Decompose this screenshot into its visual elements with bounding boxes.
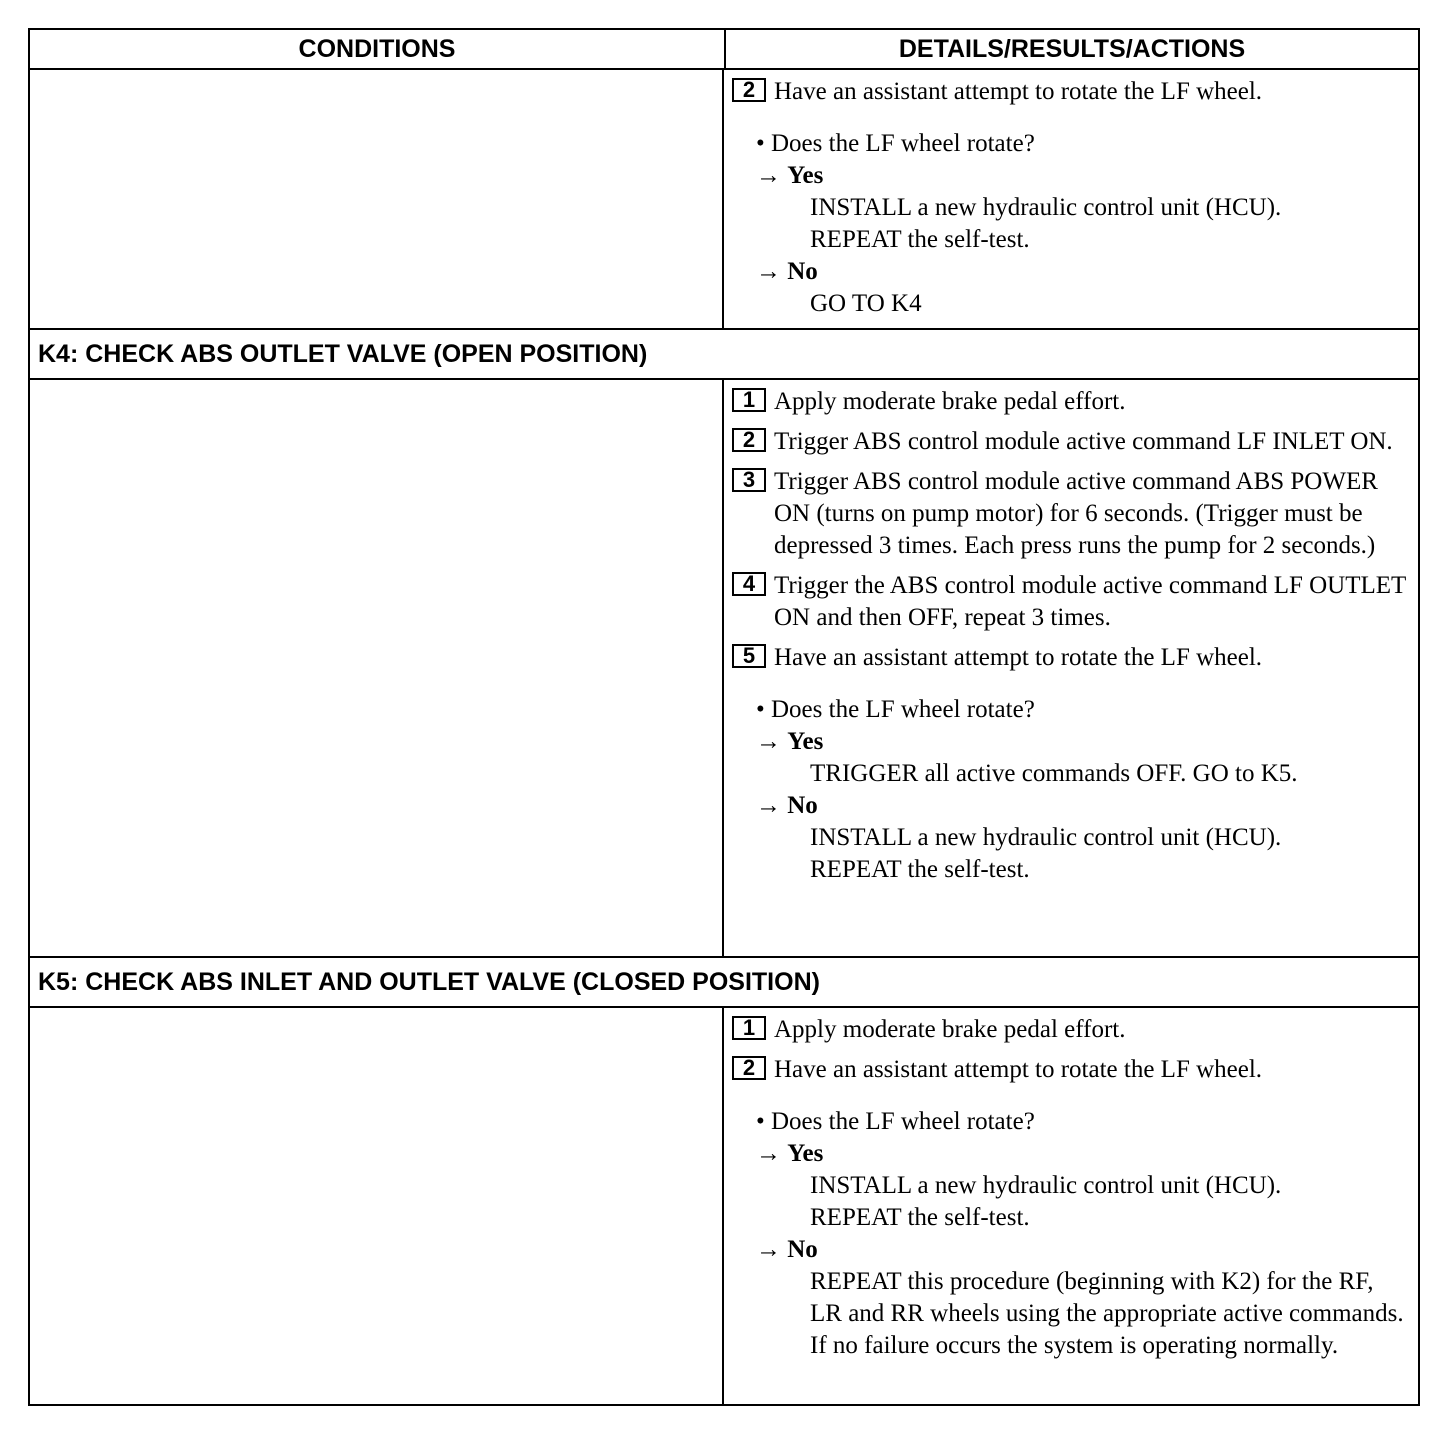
step-number: 4 [732, 572, 766, 596]
yes-action: TRIGGER all active commands OFF. GO to K5. [810, 760, 1298, 787]
arrow-icon: → [756, 258, 781, 285]
details-cell [724, 70, 1418, 328]
question: • Does the LF wheel rotate? [756, 130, 1035, 157]
step-number: 2 [732, 428, 766, 452]
no-action: GO TO K4 [810, 290, 922, 317]
step-2 [732, 1054, 1410, 1086]
k4-section-title: K4: CHECK ABS OUTLET VALVE (OPEN POSITION) [30, 328, 1418, 380]
no-label: No [787, 792, 818, 819]
arrow-icon: → [756, 728, 781, 755]
k3-continued-row [30, 70, 1418, 328]
step-text: Trigger the ABS control module active command LF OUTLET ON and then OFF, repeat 3 times. [774, 572, 1406, 631]
yes-action: INSTALL a new hydraulic control unit (HCU). [810, 1172, 1282, 1199]
details-cell [724, 1008, 1418, 1404]
step-text: Have an assistant attempt to rotate the LF wheel. [774, 644, 1263, 671]
yes-label: Yes [787, 728, 824, 755]
yes-action: INSTALL a new hydraulic control unit (HCU). [810, 194, 1282, 221]
step-text: Trigger ABS control module active command ABS POWER ON (turns on pump motor) for 6 seconds. (Trigger must be depressed 3 times. Each press runs the pump for 2 seconds.) [774, 468, 1378, 559]
yes-answer [732, 160, 1410, 192]
conditions-cell [30, 1008, 724, 1404]
conditions-header: CONDITIONS [30, 30, 726, 68]
step-4 [732, 570, 1410, 634]
yes-action: REPEAT the self-test. [810, 1204, 1030, 1231]
no-action: INSTALL a new hydraulic control unit (HCU). [810, 824, 1282, 851]
step-2 [732, 426, 1410, 458]
diagnostic-table [28, 28, 1420, 1406]
step-text: Apply moderate brake pedal effort. [774, 388, 1126, 415]
details-header: DETAILS/RESULTS/ACTIONS [898, 34, 1246, 63]
arrow-icon: → [756, 1236, 781, 1263]
k4-row [30, 380, 1418, 956]
step-number: 2 [732, 78, 766, 102]
no-label: No [787, 258, 818, 285]
step-3 [732, 466, 1410, 562]
table-header [30, 30, 1418, 70]
k5-section-title: K5: CHECK ABS INLET AND OUTLET VALVE (CLOSED POSITION) [30, 956, 1418, 1008]
no-answer [732, 1234, 1410, 1266]
step-1 [732, 386, 1410, 418]
conditions-cell [30, 380, 724, 956]
question: • Does the LF wheel rotate? [756, 1108, 1035, 1135]
yes-label: Yes [787, 1140, 824, 1167]
yes-label: Yes [787, 162, 824, 189]
arrow-icon: → [756, 162, 781, 189]
step-1 [732, 1014, 1410, 1046]
step-2 [732, 76, 1410, 108]
no-action: REPEAT this procedure (beginning with K2) for the RF, LR and RR wheels using the appropriate active commands. If no failure occurs the system is operating normally. [810, 1268, 1404, 1359]
step-number: 5 [732, 644, 766, 668]
step-number: 3 [732, 468, 766, 492]
step-number: 1 [732, 388, 766, 412]
conditions-cell [30, 70, 724, 328]
yes-answer [732, 1138, 1410, 1170]
k5-row [30, 1008, 1418, 1404]
step-text: Trigger ABS control module active command LF INLET ON. [774, 428, 1393, 455]
yes-answer [732, 726, 1410, 758]
arrow-icon: → [756, 1140, 781, 1167]
no-answer [732, 256, 1410, 288]
arrow-icon: → [756, 792, 781, 819]
question: • Does the LF wheel rotate? [756, 696, 1035, 723]
step-text: Have an assistant attempt to rotate the LF wheel. [774, 1056, 1263, 1083]
details-cell [724, 380, 1418, 956]
yes-action: REPEAT the self-test. [810, 226, 1030, 253]
no-answer [732, 790, 1410, 822]
no-action: REPEAT the self-test. [810, 856, 1030, 883]
no-label: No [787, 1236, 818, 1263]
step-text: Have an assistant attempt to rotate the LF wheel. [774, 78, 1263, 105]
step-number: 2 [732, 1056, 766, 1080]
step-number: 1 [732, 1016, 766, 1040]
step-5 [732, 642, 1410, 674]
step-text: Apply moderate brake pedal effort. [774, 1016, 1126, 1043]
